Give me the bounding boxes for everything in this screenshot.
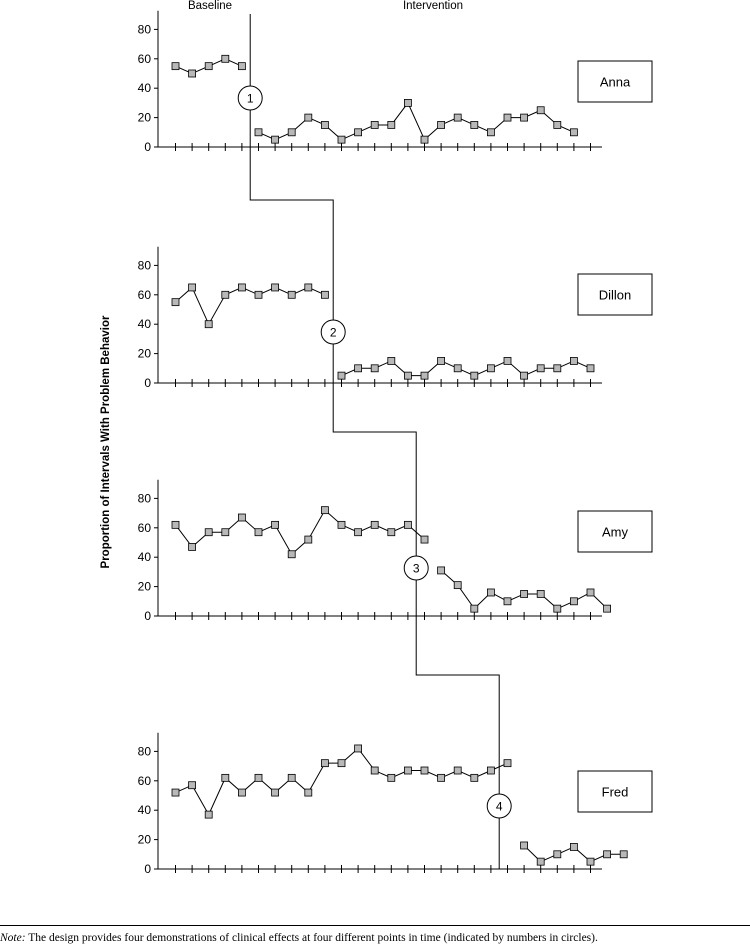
data-point-fred-baseline-8: [288, 774, 295, 781]
y-tick-label-anna-0: 0: [144, 140, 151, 154]
data-point-anna-intervention-19: [471, 121, 478, 128]
data-point-fred-baseline-16: [421, 767, 428, 774]
data-point-amy-intervention-21: [504, 598, 511, 605]
y-tick-label-amy-60: 60: [137, 520, 151, 535]
participant-label-fred: Fred: [601, 784, 629, 800]
data-point-fred-intervention-28: [620, 851, 627, 858]
data-point-dillon-baseline-3: [205, 321, 212, 328]
data-point-dillon-intervention-17: [438, 357, 445, 364]
data-point-dillon-intervention-13: [371, 365, 378, 372]
phase-change-line: [250, 14, 499, 869]
data-point-anna-intervention-17: [438, 121, 445, 128]
y-tick-label-amy-20: 20: [137, 579, 151, 594]
data-point-fred-baseline-19: [471, 774, 478, 781]
data-point-dillon-baseline-8: [288, 291, 295, 298]
y-tick-label-dillon-40: 40: [137, 317, 151, 332]
data-point-fred-baseline-3: [205, 811, 212, 818]
data-point-anna-baseline-4: [222, 55, 229, 62]
data-point-anna-baseline-1: [172, 63, 179, 70]
data-point-dillon-intervention-19: [471, 372, 478, 379]
data-point-amy-intervention-27: [604, 605, 611, 612]
data-point-amy-baseline-10: [321, 507, 328, 514]
data-point-anna-baseline-2: [189, 70, 196, 77]
note-label: Note:: [0, 932, 26, 944]
data-point-anna-baseline-3: [205, 63, 212, 70]
data-point-amy-baseline-7: [272, 521, 279, 528]
data-point-fred-baseline-7: [272, 789, 279, 796]
data-point-fred-intervention-27: [604, 851, 611, 858]
data-point-dillon-intervention-14: [388, 357, 395, 364]
data-point-anna-intervention-18: [454, 114, 461, 121]
data-point-anna-intervention-21: [504, 114, 511, 121]
data-point-amy-intervention-22: [521, 590, 528, 597]
y-tick-label-anna-60: 60: [137, 51, 151, 66]
data-point-amy-intervention-26: [587, 589, 594, 596]
data-point-fred-baseline-17: [438, 774, 445, 781]
data-point-fred-baseline-6: [255, 774, 262, 781]
data-point-amy-baseline-15: [404, 521, 411, 528]
series-line-dillon-intervention: [342, 361, 591, 376]
phase-label-intervention: Intervention: [402, 0, 464, 12]
data-point-amy-baseline-2: [189, 543, 196, 550]
data-point-dillon-intervention-25: [570, 357, 577, 364]
data-point-amy-baseline-5: [238, 514, 245, 521]
data-point-anna-intervention-14: [388, 121, 395, 128]
data-point-anna-intervention-9: [305, 114, 312, 121]
data-point-amy-baseline-4: [222, 529, 229, 536]
data-point-dillon-intervention-20: [487, 365, 494, 372]
y-tick-label-dillon-20: 20: [137, 346, 151, 361]
data-point-anna-intervention-20: [487, 129, 494, 136]
data-point-dillon-baseline-6: [255, 291, 262, 298]
data-point-anna-intervention-13: [371, 121, 378, 128]
data-point-amy-intervention-24: [554, 605, 561, 612]
data-point-dillon-intervention-11: [338, 372, 345, 379]
data-point-anna-intervention-23: [537, 107, 544, 114]
y-tick-label-fred-80: 80: [137, 744, 151, 759]
data-point-amy-baseline-12: [355, 529, 362, 536]
data-point-dillon-intervention-26: [587, 365, 594, 372]
data-point-fred-baseline-2: [189, 782, 196, 789]
data-point-fred-baseline-14: [388, 774, 395, 781]
data-point-fred-baseline-1: [172, 789, 179, 796]
data-point-amy-intervention-20: [487, 589, 494, 596]
phase-marker-number-fred: 4: [495, 799, 503, 814]
data-point-dillon-baseline-4: [222, 291, 229, 298]
data-point-amy-intervention-25: [570, 598, 577, 605]
data-point-anna-intervention-15: [404, 99, 411, 106]
participant-label-amy: Amy: [602, 524, 628, 540]
data-point-anna-intervention-25: [570, 129, 577, 136]
data-point-fred-intervention-26: [587, 858, 594, 865]
data-point-dillon-baseline-9: [305, 284, 312, 291]
data-point-amy-intervention-17: [438, 567, 445, 574]
data-point-dillon-intervention-16: [421, 372, 428, 379]
data-point-dillon-intervention-21: [504, 357, 511, 364]
data-point-dillon-intervention-24: [554, 365, 561, 372]
y-tick-label-dillon-60: 60: [137, 287, 151, 302]
phase-marker-number-dillon: 2: [329, 325, 337, 340]
series-line-dillon-baseline: [176, 287, 325, 324]
data-point-amy-intervention-18: [454, 582, 461, 589]
y-tick-label-amy-40: 40: [137, 550, 151, 565]
figure-note: [0, 932, 750, 944]
data-point-fred-baseline-10: [321, 760, 328, 767]
data-point-amy-intervention-23: [537, 590, 544, 597]
data-point-amy-baseline-11: [338, 521, 345, 528]
data-point-fred-intervention-24: [554, 851, 561, 858]
note-divider: [0, 925, 750, 926]
y-tick-label-dillon-0: 0: [144, 376, 151, 390]
data-point-fred-intervention-22: [521, 842, 528, 849]
data-point-amy-baseline-16: [421, 536, 428, 543]
series-line-amy-baseline: [176, 510, 425, 554]
data-point-fred-baseline-18: [454, 767, 461, 774]
data-point-fred-intervention-25: [570, 843, 577, 850]
data-point-amy-baseline-14: [388, 529, 395, 536]
data-point-fred-baseline-12: [355, 745, 362, 752]
data-point-anna-intervention-24: [554, 121, 561, 128]
data-point-anna-intervention-10: [321, 121, 328, 128]
data-point-anna-intervention-16: [421, 136, 428, 143]
phase-label-baseline: Baseline: [187, 0, 233, 12]
y-tick-label-fred-40: 40: [137, 803, 151, 818]
y-tick-label-fred-20: 20: [137, 832, 151, 847]
data-point-fred-baseline-21: [504, 760, 511, 767]
data-point-anna-intervention-22: [521, 114, 528, 121]
data-point-dillon-intervention-22: [521, 372, 528, 379]
y-tick-label-anna-80: 80: [137, 22, 151, 37]
data-point-anna-intervention-7: [272, 136, 279, 143]
data-point-fred-baseline-5: [238, 789, 245, 796]
data-point-dillon-intervention-15: [404, 372, 411, 379]
data-point-dillon-baseline-2: [189, 284, 196, 291]
y-tick-label-fred-0: 0: [144, 862, 151, 876]
data-point-amy-baseline-13: [371, 521, 378, 528]
phase-marker-number-amy: 3: [412, 561, 420, 576]
y-tick-label-amy-0: 0: [144, 609, 151, 623]
data-point-dillon-intervention-12: [355, 365, 362, 372]
data-point-amy-baseline-9: [305, 536, 312, 543]
y-tick-label-fred-60: 60: [137, 773, 151, 788]
data-point-dillon-baseline-7: [272, 284, 279, 291]
data-point-dillon-intervention-23: [537, 365, 544, 372]
data-point-amy-intervention-19: [471, 605, 478, 612]
series-line-amy-intervention: [441, 570, 607, 608]
data-point-amy-baseline-6: [255, 529, 262, 536]
data-point-fred-baseline-11: [338, 760, 345, 767]
data-point-amy-baseline-1: [172, 521, 179, 528]
data-point-fred-baseline-20: [487, 767, 494, 774]
data-point-dillon-intervention-18: [454, 365, 461, 372]
y-tick-label-amy-80: 80: [137, 491, 151, 506]
data-point-anna-intervention-6: [255, 129, 262, 136]
data-point-amy-baseline-3: [205, 529, 212, 536]
y-tick-label-anna-40: 40: [137, 81, 151, 96]
data-point-fred-baseline-15: [404, 767, 411, 774]
data-point-dillon-baseline-10: [321, 291, 328, 298]
data-point-dillon-baseline-5: [238, 284, 245, 291]
data-point-anna-intervention-12: [355, 129, 362, 136]
data-point-fred-baseline-9: [305, 789, 312, 796]
participant-label-dillon: Dillon: [598, 287, 632, 303]
y-tick-label-anna-20: 20: [137, 110, 151, 125]
data-point-dillon-baseline-1: [172, 299, 179, 306]
data-point-amy-baseline-8: [288, 551, 295, 558]
phase-marker-number-anna: 1: [246, 91, 254, 106]
y-axis-title: Proportion of Intervals With Problem Behavior: [100, 315, 112, 569]
note-text: The design provides four demonstrations of clinical effects at four different points in time (indicated by numbers in circles).: [25, 932, 598, 944]
data-point-fred-baseline-13: [371, 767, 378, 774]
data-point-anna-baseline-5: [238, 63, 245, 70]
data-point-fred-intervention-23: [537, 858, 544, 865]
data-point-anna-intervention-11: [338, 136, 345, 143]
data-point-anna-intervention-8: [288, 129, 295, 136]
y-tick-label-dillon-80: 80: [137, 258, 151, 273]
data-point-fred-baseline-4: [222, 774, 229, 781]
participant-label-anna: Anna: [599, 74, 631, 90]
